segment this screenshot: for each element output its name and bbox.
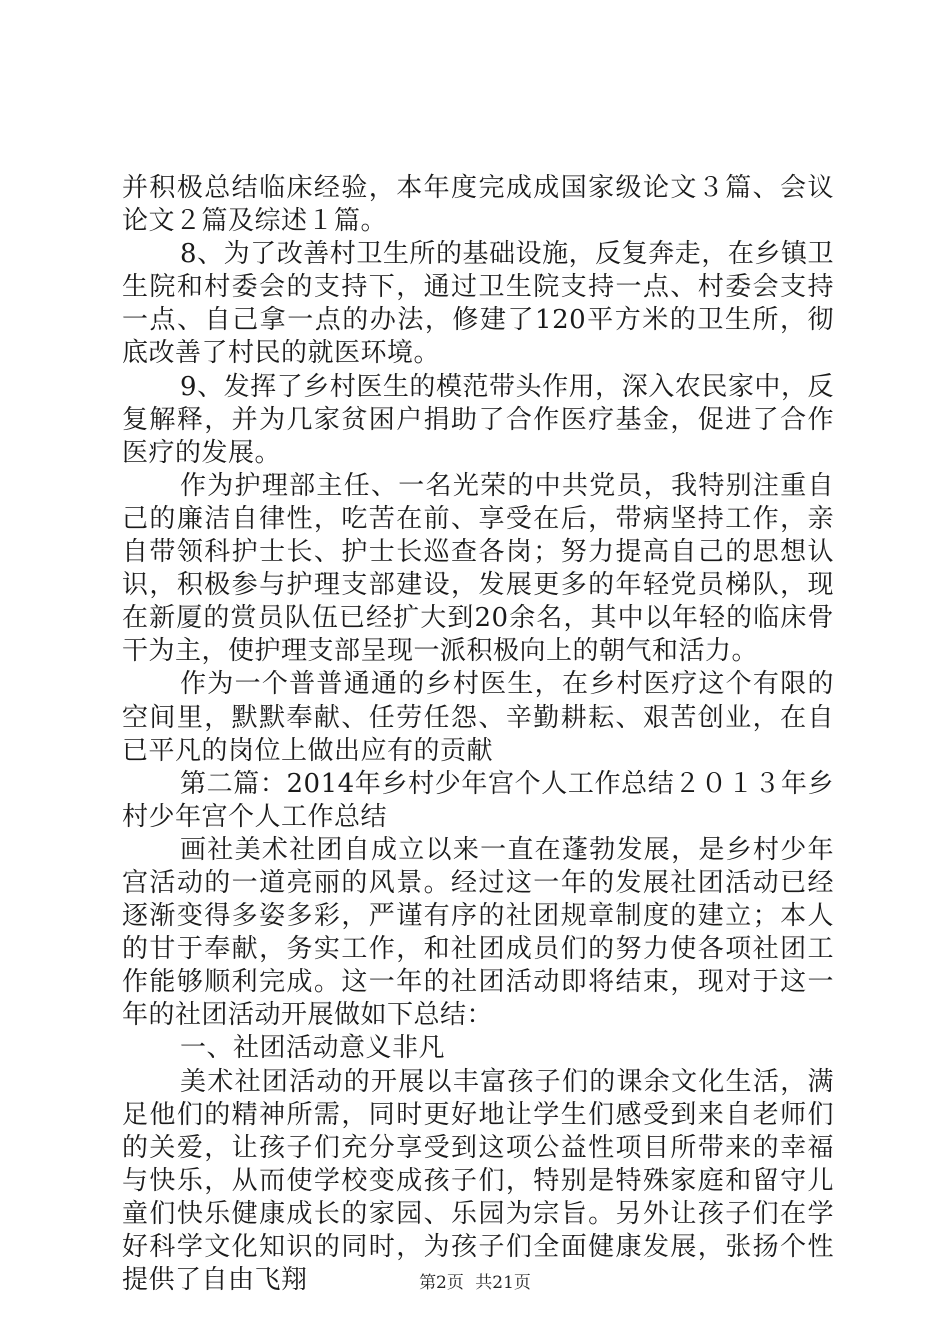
page-total: 共21页 [475, 1273, 531, 1293]
paragraph: 作为护理部主任、一名光荣的中共党员，我特别注重自己的廉洁自律性，吃苦在前、享受在后，带病坚持工作，亲自带领科护士长、护士长巡查各岗；努力提高自己的思想认识，积极参与护理支部建设，发展更多的年轻党员梯队，现在新厦的赏员队伍已经扩大到20余名，其中以年轻的临床骨干为主，使护理支部呈现一派积极向上的朝气和活力。 [122, 470, 834, 667]
paragraph: 9、发挥了乡村医生的模范带头作用，深入农民家中，反复解释，并为几家贫困户捐助了合作医疗基金，促进了合作医疗的发展。 [122, 371, 834, 468]
page-footer [0, 1268, 950, 1293]
paragraph: 画社美术社团自成立以来一直在蓬勃发展，是乡村少年宫活动的一道亮丽的风景。经过这一年的发展社团活动已经逐渐变得多姿多彩，严谨有序的社团规章制度的建立；本人的甘于奉献，务实工作，和社团成员们的努力使各项社团工作能够顺利完成。这一年的社团活动即将结束，现对于这一年的社团活动开展做如下总结： [122, 834, 834, 1031]
document-body [122, 172, 834, 1297]
paragraph: 8、为了改善村卫生所的基础设施，反复奔走，在乡镇卫生院和村委会的支持下，通过卫生院支持一点、村委会支持一点、自己拿一点的办法，修建了120平方米的卫生所，彻底改善了村民的就医环境。 [122, 239, 834, 369]
page-number: 第2页 [419, 1273, 464, 1293]
subsection-heading: 一、社团活动意义非凡 [180, 1033, 446, 1064]
section-heading: 第二篇：2014年乡村少年宫个人工作总结２０１３年乡村少年宫个人工作总结 [122, 768, 834, 832]
paragraph: 美术社团活动的开展以丰富孩子们的课余文化生活，满足他们的精神所需，同时更好地让学生们感受到来自老师们的关爱，让孩子们充分享受到这项公益性项目所带来的幸福与快乐，从而使学校变成孩子们，特别是特殊家庭和留守儿童们快乐健康成长的家园、乐园为宗旨。另外让孩子们在学好科学文化知识的同时，为孩子们全面健康发展，张扬个性提供了自由飞翔 [122, 1066, 834, 1296]
paragraph: 并积极总结临床经验，本年度完成成国家级论文３篇、会议论文２篇及综述１篇。 [122, 173, 834, 237]
paragraph: 作为一个普普通通的乡村医生，在乡村医疗这个有限的空间里，默默奉献、任劳任怨、辛勤耕耘、艰苦创业，在自已平凡的岗位上做出应有的贡献 [122, 669, 834, 766]
